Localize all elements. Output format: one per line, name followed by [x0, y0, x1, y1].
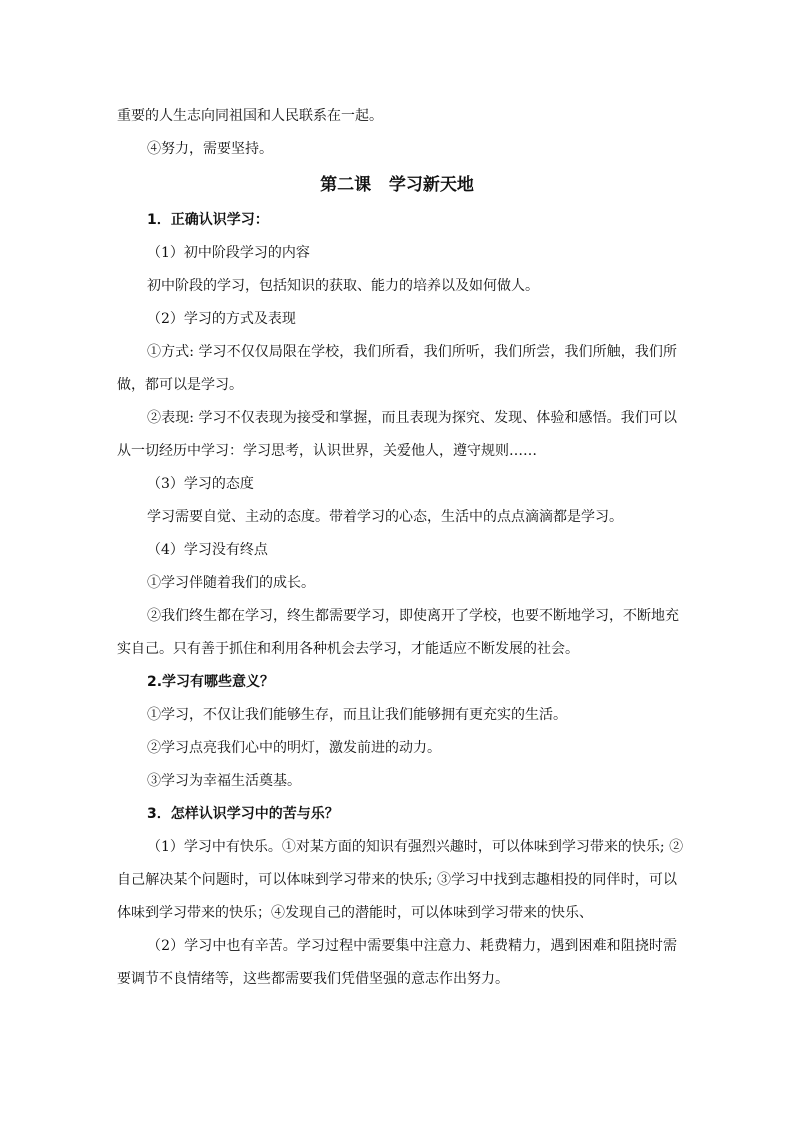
paragraph-line: ②表现: 学习不仅表现为接受和掌握，而且表现为探究、发现、体验和感悟。我们可以: [147, 410, 677, 426]
subsection-heading: （2）学习的方式及表现: [147, 311, 296, 327]
paragraph-line: 自己解决某个问题时，可以体味到学习带来的快乐; ③学习中找到志趣相投的同伴时，可以: [117, 872, 677, 888]
section-heading-2: 2.学习有哪些意义？: [147, 674, 275, 690]
paragraph-line: ①学习伴随着我们的成长。: [147, 575, 315, 591]
paragraph-line: ②学习点亮我们心中的明灯，激发前进的动力。: [147, 740, 441, 756]
paragraph-line: ①学习，不仅让我们能够生存，而且让我们能够拥有更充实的生活。: [147, 707, 567, 723]
paragraph-line: ①方式: 学习不仅仅局限在学校，我们所看，我们所听，我们所尝，我们所触，我们所: [147, 344, 677, 360]
paragraph-line: （2）学习中也有辛苦。学习过程中需要集中注意力、耗费精力，遇到困难和阻挠时需: [147, 938, 677, 954]
paragraph-line: 初中阶段的学习，包括知识的获取、能力的培养以及如何做人。: [147, 278, 539, 294]
paragraph-line: 做，都可以是学习。: [117, 377, 243, 393]
paragraph-line: （1）学习中有快乐。①对某方面的知识有强烈兴趣时，可以体味到学习带来的快乐; ②: [147, 839, 684, 855]
paragraph-line: 从一切经历中学习：学习思考，认识世界，关爱他人，遵守规则……: [117, 443, 537, 459]
paragraph-line: 重要的人生志向同祖国和人民联系在一起。: [117, 108, 383, 124]
subsection-heading: （4）学习没有终点: [147, 542, 268, 558]
section-heading-1: 1．正确认识学习：: [147, 212, 269, 228]
paragraph-line: 体味到学习带来的快乐；④发现自己的潜能时，可以体味到学习带来的快乐、: [117, 905, 593, 921]
paragraph-line: 要调节不良情绪等，这些都需要我们凭借坚强的意志作出努力。: [117, 971, 509, 987]
subsection-heading: （1）初中阶段学习的内容: [147, 245, 310, 261]
paragraph-line: ②我们终生都在学习，终生都需要学习，即使离开了学校，也要不断地学习，不断地充: [147, 608, 679, 624]
document-page: [117, 100, 684, 996]
paragraph-line: 学习需要自觉、主动的态度。带着学习的心态，生活中的点点滴滴都是学习。: [147, 509, 623, 525]
paragraph-line: 实自己。只有善于抓住和利用各种机会去学习，才能适应不断发展的社会。: [117, 641, 579, 657]
paragraph-line: ④努力，需要坚持。: [147, 141, 273, 157]
subsection-heading: （3）学习的态度: [147, 476, 254, 492]
lesson-title: 第二课 学习新天地: [320, 175, 474, 195]
section-heading-3: 3．怎样认识学习中的苦与乐？: [147, 806, 339, 822]
paragraph-line: ③学习为幸福生活奠基。: [147, 773, 301, 789]
